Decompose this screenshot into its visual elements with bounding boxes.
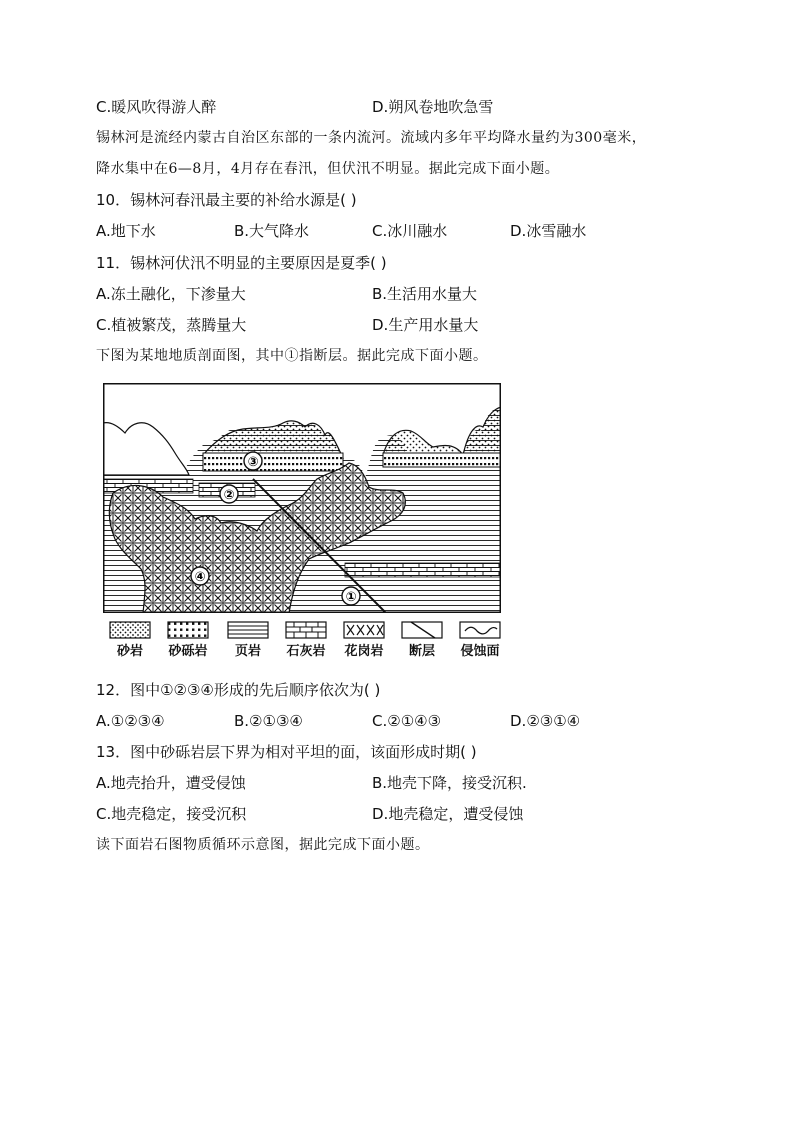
q13-stem: 13．图中砂砾岩层下界为相对平坦的面，该面形成时期( ) <box>96 743 477 761</box>
passage-3-line-1: 读下面岩石图物质循环示意图，据此完成下面小题。 <box>96 837 430 853</box>
q9-option-c: C.暖风吹得游人醉 <box>96 98 217 116</box>
legend-fault: 断层 <box>392 621 452 659</box>
marker-3 <box>244 452 262 470</box>
q13-option-d: D.地壳稳定，遭受侵蚀 <box>372 805 524 823</box>
q11-option-d: D.生产用水量大 <box>372 316 479 334</box>
q12-option-c: C.②①④③ <box>372 712 442 730</box>
legend-conglomerate: 砂砾岩 <box>158 621 218 659</box>
geologic-cross-section <box>103 383 501 613</box>
passage-2-line-1: 下图为某地地质剖面图，其中①指断层。据此完成下面小题。 <box>96 348 488 364</box>
fault-swatch-icon <box>401 621 443 639</box>
marker-2 <box>220 485 238 503</box>
conglomerate-swatch-icon <box>167 621 209 639</box>
q11-option-b: B.生活用水量大 <box>372 285 478 303</box>
svg-text:④: ④ <box>194 570 206 585</box>
limestone-swatch-icon <box>285 621 327 639</box>
legend-sandstone: 砂岩 <box>100 621 160 659</box>
q10-stem: 10．锡林河春汛最主要的补给水源是( ) <box>96 191 357 209</box>
q10-option-d: D.冰雪融水 <box>510 222 587 240</box>
legend-erosion-surface: 侵蚀面 <box>450 621 510 659</box>
shale-swatch-icon <box>227 621 269 639</box>
q13-option-a: A.地壳抬升，遭受侵蚀 <box>96 774 246 792</box>
marker-4 <box>191 567 209 585</box>
q11-option-a: A.冻土融化，下渗量大 <box>96 285 246 303</box>
q12-option-b: B.②①③④ <box>234 712 303 730</box>
passage-1-line-1: 锡林河是流经内蒙古自治区东部的一条内流河。流域内多年平均降水量约为300毫米， <box>96 130 647 146</box>
passage-1-line-2: 降水集中在6—8月，4月存在春汛，但伏汛不明显。据此完成下面小题。 <box>96 161 560 177</box>
q12-option-d: D.②③①④ <box>510 712 581 730</box>
svg-text:③: ③ <box>247 455 259 470</box>
granite-swatch-icon <box>343 621 385 639</box>
legend-granite: 花岗岩 <box>334 621 394 659</box>
svg-text:①: ① <box>345 590 357 605</box>
q10-option-c: C.冰川融水 <box>372 222 448 240</box>
q12-stem: 12．图中①②③④形成的先后顺序依次为( ) <box>96 681 381 699</box>
q10-option-b: B.大气降水 <box>234 222 310 240</box>
marker-1 <box>342 587 360 605</box>
q12-option-a: A.①②③④ <box>96 712 165 730</box>
legend-shale: 页岩 <box>218 621 278 659</box>
q9-option-d: D.朔风卷地吹急雪 <box>372 98 494 116</box>
erosion-surface-swatch-icon <box>459 621 501 639</box>
q11-stem: 11．锡林河伏汛不明显的主要原因是夏季( ) <box>96 254 387 272</box>
figure-legend <box>100 621 520 671</box>
q13-option-c: C.地壳稳定，接受沉积 <box>96 805 247 823</box>
q13-option-b: B.地壳下降，接受沉积. <box>372 774 527 792</box>
q11-option-c: C.植被繁茂，蒸腾量大 <box>96 316 247 334</box>
q10-option-a: A.地下水 <box>96 222 156 240</box>
legend-limestone: 石灰岩 <box>276 621 336 659</box>
svg-text:②: ② <box>223 488 235 503</box>
sandstone-swatch-icon <box>109 621 151 639</box>
